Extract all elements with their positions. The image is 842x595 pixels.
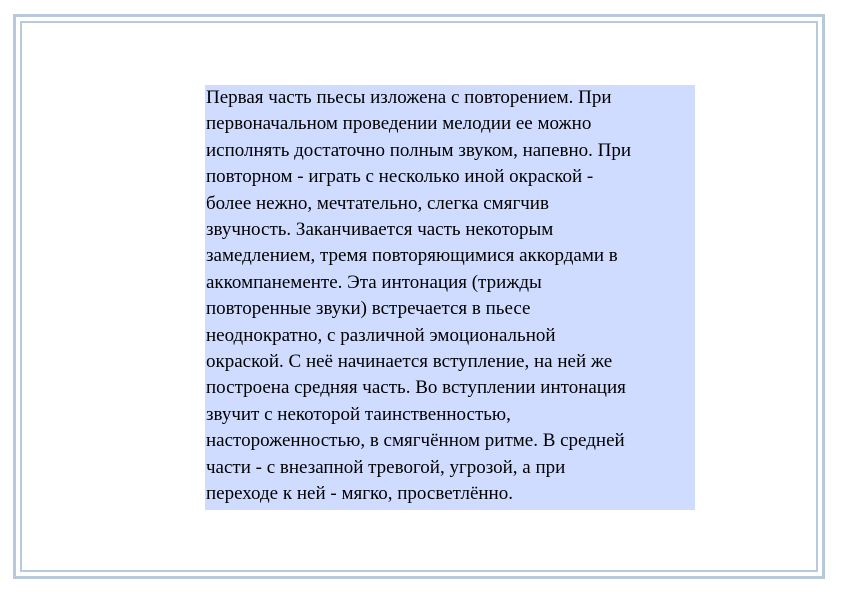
text-block <box>205 85 695 510</box>
text-line: повторенные звуки) встречается в пьесе <box>206 298 531 320</box>
text-line: исполнять достаточно полным звуком, напевно. При <box>206 139 632 161</box>
text-line: части - с внезапной тревогой, угрозой, а при <box>206 456 566 478</box>
text-line: более нежно, мечтательно, слегка смягчив <box>206 192 549 214</box>
text-line: настороженностью, в смягчённом ритме. В средней <box>206 430 625 452</box>
text-line: аккомпанементе. Эта интонация (трижды <box>206 271 542 293</box>
text-line: переходе к ней - мягко, просветлённо. <box>206 483 513 505</box>
text-line: окраской. С неё начинается вступление, на ней же <box>206 351 613 373</box>
text-line: звучность. Заканчивается часть некоторым <box>206 219 554 241</box>
text-line: звучит с некоторой таинственностью, <box>206 403 511 425</box>
text-line: Первая часть пьесы изложена с повторением. При <box>206 87 612 108</box>
text-line: замедлением, тремя повторяющимися аккордами в <box>206 245 618 267</box>
text-line: первоначальном проведении мелодии ее можно <box>206 113 592 135</box>
text-line: повторном - играть с несколько иной окраской - <box>206 166 594 188</box>
text-line: неоднократно, с различной эмоциональной <box>206 324 556 346</box>
text-line: построена средняя часть. Во вступлении интонация <box>206 377 626 399</box>
